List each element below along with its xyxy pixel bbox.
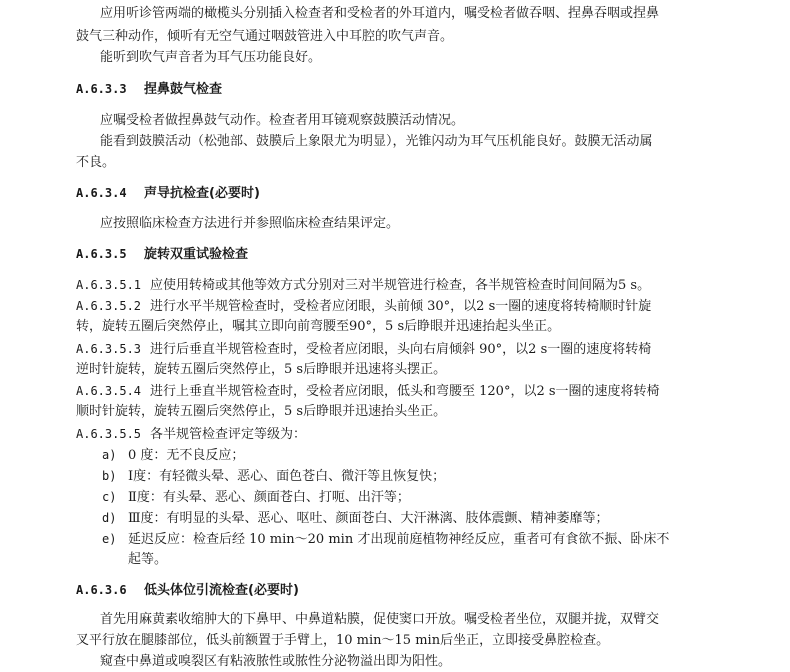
subsection-a6355 — [76, 426, 306, 443]
list-item-text: Ⅱ度：有头晕、恶心、颜面苍白、打呃、出汗等； — [128, 490, 410, 505]
subsection-a6352 — [76, 298, 651, 315]
list-item-label: b) — [102, 469, 117, 483]
list-item-text: Ⅲ度：有明显的头晕、恶心、呕吐、颜面苍白、大汗淋漓、肢体震颤、精神萎靡等； — [128, 511, 609, 526]
paragraph-line: 不良。 — [76, 155, 116, 170]
paragraph-line: 能听到吹气声音者为耳气压功能良好。 — [100, 50, 322, 65]
paragraph-line: 逆时针旋转，旋转五圈后突然停止，5 s后睁眼并迅速将头摆正。 — [76, 362, 447, 377]
subsection-text: 进行水平半规管检查时，受检者应闭眼，头前倾 30°，以2 s一圈的速度将转椅顺时针旋 — [150, 299, 652, 314]
list-item-label: d) — [102, 511, 117, 525]
list-item — [102, 489, 410, 506]
section-number: A.6.3.4 — [76, 186, 127, 200]
list-item — [102, 447, 244, 464]
list-item — [102, 531, 669, 548]
section-title: 低头体位引流检查(必要时) — [144, 583, 299, 598]
subsection-number: A.6.3.5.4 — [76, 384, 142, 398]
list-item — [102, 468, 445, 485]
subsection-text: 进行上垂直半规管检查时，受检者应闭眼，低头和弯腰至 120°，以2 s一圈的速度将转椅 — [150, 384, 660, 399]
section-number: A.6.3.6 — [76, 583, 127, 597]
paragraph-line: 应嘱受检者做捏鼻鼓气动作。检查者用耳镜观察鼓膜活动情况。 — [100, 113, 465, 128]
paragraph-line: 应用听诊管两端的橄榄头分别插入检查者和受检者的外耳道内，嘱受检者做吞咽、捏鼻吞咽或捏鼻 — [100, 6, 660, 21]
paragraph-line: 顺时针旋转，旋转五圈后突然停止，5 s后睁眼并迅速抬头坐正。 — [76, 404, 447, 419]
list-item-text: 0 度：无不良反应； — [128, 448, 245, 463]
subsection-number: A.6.3.5.2 — [76, 299, 142, 313]
subsection-text: 各半规管检查评定等级为： — [150, 427, 307, 442]
subsection-text: 进行后垂直半规管检查时，受检者应闭眼，头向右肩倾斜 90°，以2 s一圈的速度将转椅 — [150, 342, 652, 357]
section-heading-a635 — [76, 246, 248, 263]
section-heading-a634 — [76, 185, 260, 202]
paragraph-line: 鼓气三种动作，倾听有无空气通过咽鼓管进入中耳腔的吹气声音。 — [76, 29, 454, 44]
subsection-number: A.6.3.5.5 — [76, 427, 142, 441]
section-heading-a636 — [76, 582, 299, 599]
list-item — [102, 510, 609, 527]
subsection-text: 应使用转椅或其他等效方式分别对三对半规管进行检查，各半规管检查时间间隔为5 s。 — [150, 278, 651, 293]
paragraph-line: 窥查中鼻道或嗅裂区有粘液脓性或脓性分泌物溢出即为阳性。 — [100, 654, 452, 669]
section-number: A.6.3.3 — [76, 82, 127, 96]
subsection-number: A.6.3.5.1 — [76, 278, 142, 292]
list-item-text: Ⅰ度：有轻微头晕、恶心、面色苍白、微汗等且恢复快； — [128, 469, 446, 484]
paragraph-line: 首先用麻黄素收缩肿大的下鼻甲、中鼻道粘膜，促使窦口开放。嘱受检者坐位，双腿并拢，双臂交 — [100, 612, 660, 627]
section-title: 捏鼻鼓气检查 — [144, 82, 223, 97]
list-item-label: e) — [102, 532, 117, 546]
paragraph-line: 转，旋转五圈后突然停止，嘱其立即向前弯腰至90°，5 s后睁眼并迅速抬起头坐正。 — [76, 319, 561, 334]
list-item-text: 延迟反应：检查后经 10 min～20 min 才出现前庭植物神经反应，重者可有食欲不振、卧床不 — [128, 532, 670, 547]
subsection-a6353 — [76, 341, 651, 358]
paragraph-line: 应按照临床检查方法进行并参照临床检查结果评定。 — [100, 216, 400, 231]
subsection-number: A.6.3.5.3 — [76, 342, 142, 356]
section-number: A.6.3.5 — [76, 247, 127, 261]
paragraph-line: 起等。 — [128, 552, 168, 567]
list-item-label: a) — [102, 448, 117, 462]
section-title: 声导抗检查(必要时) — [144, 186, 260, 201]
paragraph-line: 叉平行放在腿膝部位，低头前额置于手臂上，10 min～15 min后坐正，立即接受鼻腔检查。 — [76, 633, 610, 648]
list-item-label: c) — [102, 490, 117, 504]
subsection-a6354 — [76, 383, 660, 400]
section-heading-a633 — [76, 81, 222, 98]
section-title: 旋转双重试验检查 — [144, 247, 249, 262]
subsection-a6351 — [76, 277, 650, 294]
paragraph-line: 能看到鼓膜活动（松弛部、鼓膜后上象限尤为明显），光锥闪动为耳气压机能良好。鼓膜无活动属 — [100, 134, 653, 149]
